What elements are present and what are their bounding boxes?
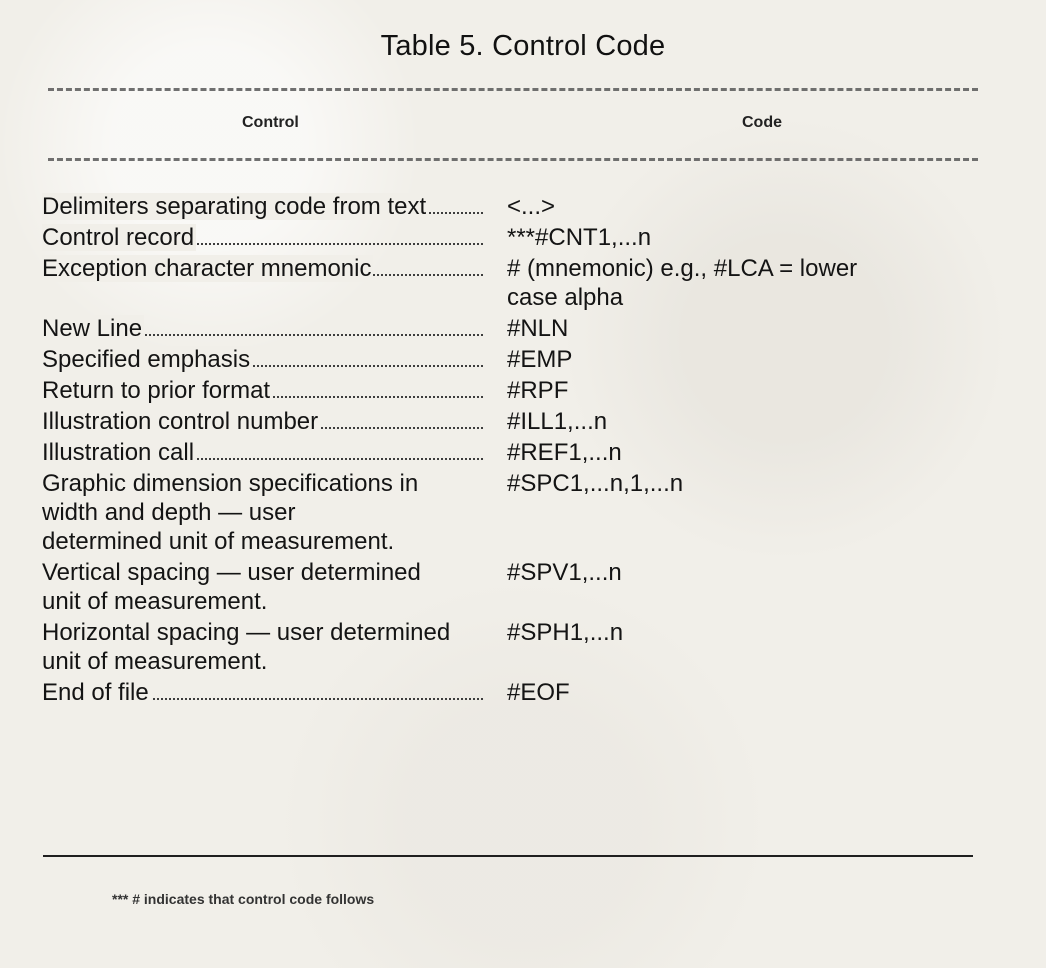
header-dashed-rule — [48, 158, 978, 161]
code-cell: #NLN — [507, 315, 569, 342]
code-cell: #REF1,...n — [507, 439, 622, 466]
control-cell: Graphic dimension specifications in width and depth — user determined unit of measurement. — [42, 470, 419, 555]
code-cell: ***#CNT1,...n — [507, 224, 652, 251]
control-cell — [42, 678, 497, 707]
control-text: Delimiters separating code from text — [42, 193, 427, 220]
control-cell — [42, 407, 497, 436]
code-cell: #EMP — [507, 346, 573, 373]
control-text: End of file — [42, 679, 149, 706]
code-cell: #RPF — [507, 377, 569, 404]
control-cell — [42, 223, 497, 252]
control-text: Control record — [42, 224, 195, 251]
table-row — [42, 469, 982, 556]
footnote: *** # indicates that control code follows — [112, 891, 375, 907]
top-dashed-rule — [48, 88, 978, 91]
table-title: Table 5. Control Code — [380, 30, 666, 62]
control-code-table — [42, 192, 982, 709]
control-cell: Vertical spacing — user determined unit of measurement. — [42, 559, 421, 615]
code-cell: #SPH1,...n — [507, 619, 624, 646]
control-cell — [42, 192, 497, 221]
control-cell — [42, 314, 497, 343]
control-cell — [42, 438, 497, 467]
table-row — [42, 314, 982, 343]
table-row — [42, 192, 982, 221]
table-row — [42, 407, 982, 436]
table-row — [42, 618, 982, 676]
control-text: Illustration call — [42, 439, 195, 466]
control-text: New Line — [42, 315, 143, 342]
table-row — [42, 223, 982, 252]
bottom-rule — [43, 855, 973, 857]
table-row — [42, 558, 982, 616]
code-cell: #SPC1,...n,1,...n — [507, 470, 684, 497]
control-text: Exception character mnemonic — [42, 255, 372, 282]
control-text: Illustration control number — [42, 408, 319, 435]
control-text: Specified emphasis — [42, 346, 251, 373]
control-cell — [42, 345, 497, 374]
control-cell — [42, 376, 497, 405]
code-cell: #SPV1,...n — [507, 559, 622, 586]
table-row — [42, 345, 982, 374]
code-column-header: Code — [742, 114, 782, 131]
code-cell: #EOF — [507, 679, 570, 706]
table-row — [42, 438, 982, 467]
table-row — [42, 678, 982, 707]
control-cell: Horizontal spacing — user determined unit of measurement. — [42, 619, 451, 675]
control-cell — [42, 254, 497, 283]
code-cell: # (mnemonic) e.g., #LCA = lower case alpha — [507, 255, 858, 311]
control-column-header: Control — [242, 114, 299, 131]
code-cell: <...> — [507, 193, 556, 220]
table-row — [42, 254, 982, 312]
control-text: Return to prior format — [42, 377, 271, 404]
table-row — [42, 376, 982, 405]
code-cell: #ILL1,...n — [507, 408, 608, 435]
